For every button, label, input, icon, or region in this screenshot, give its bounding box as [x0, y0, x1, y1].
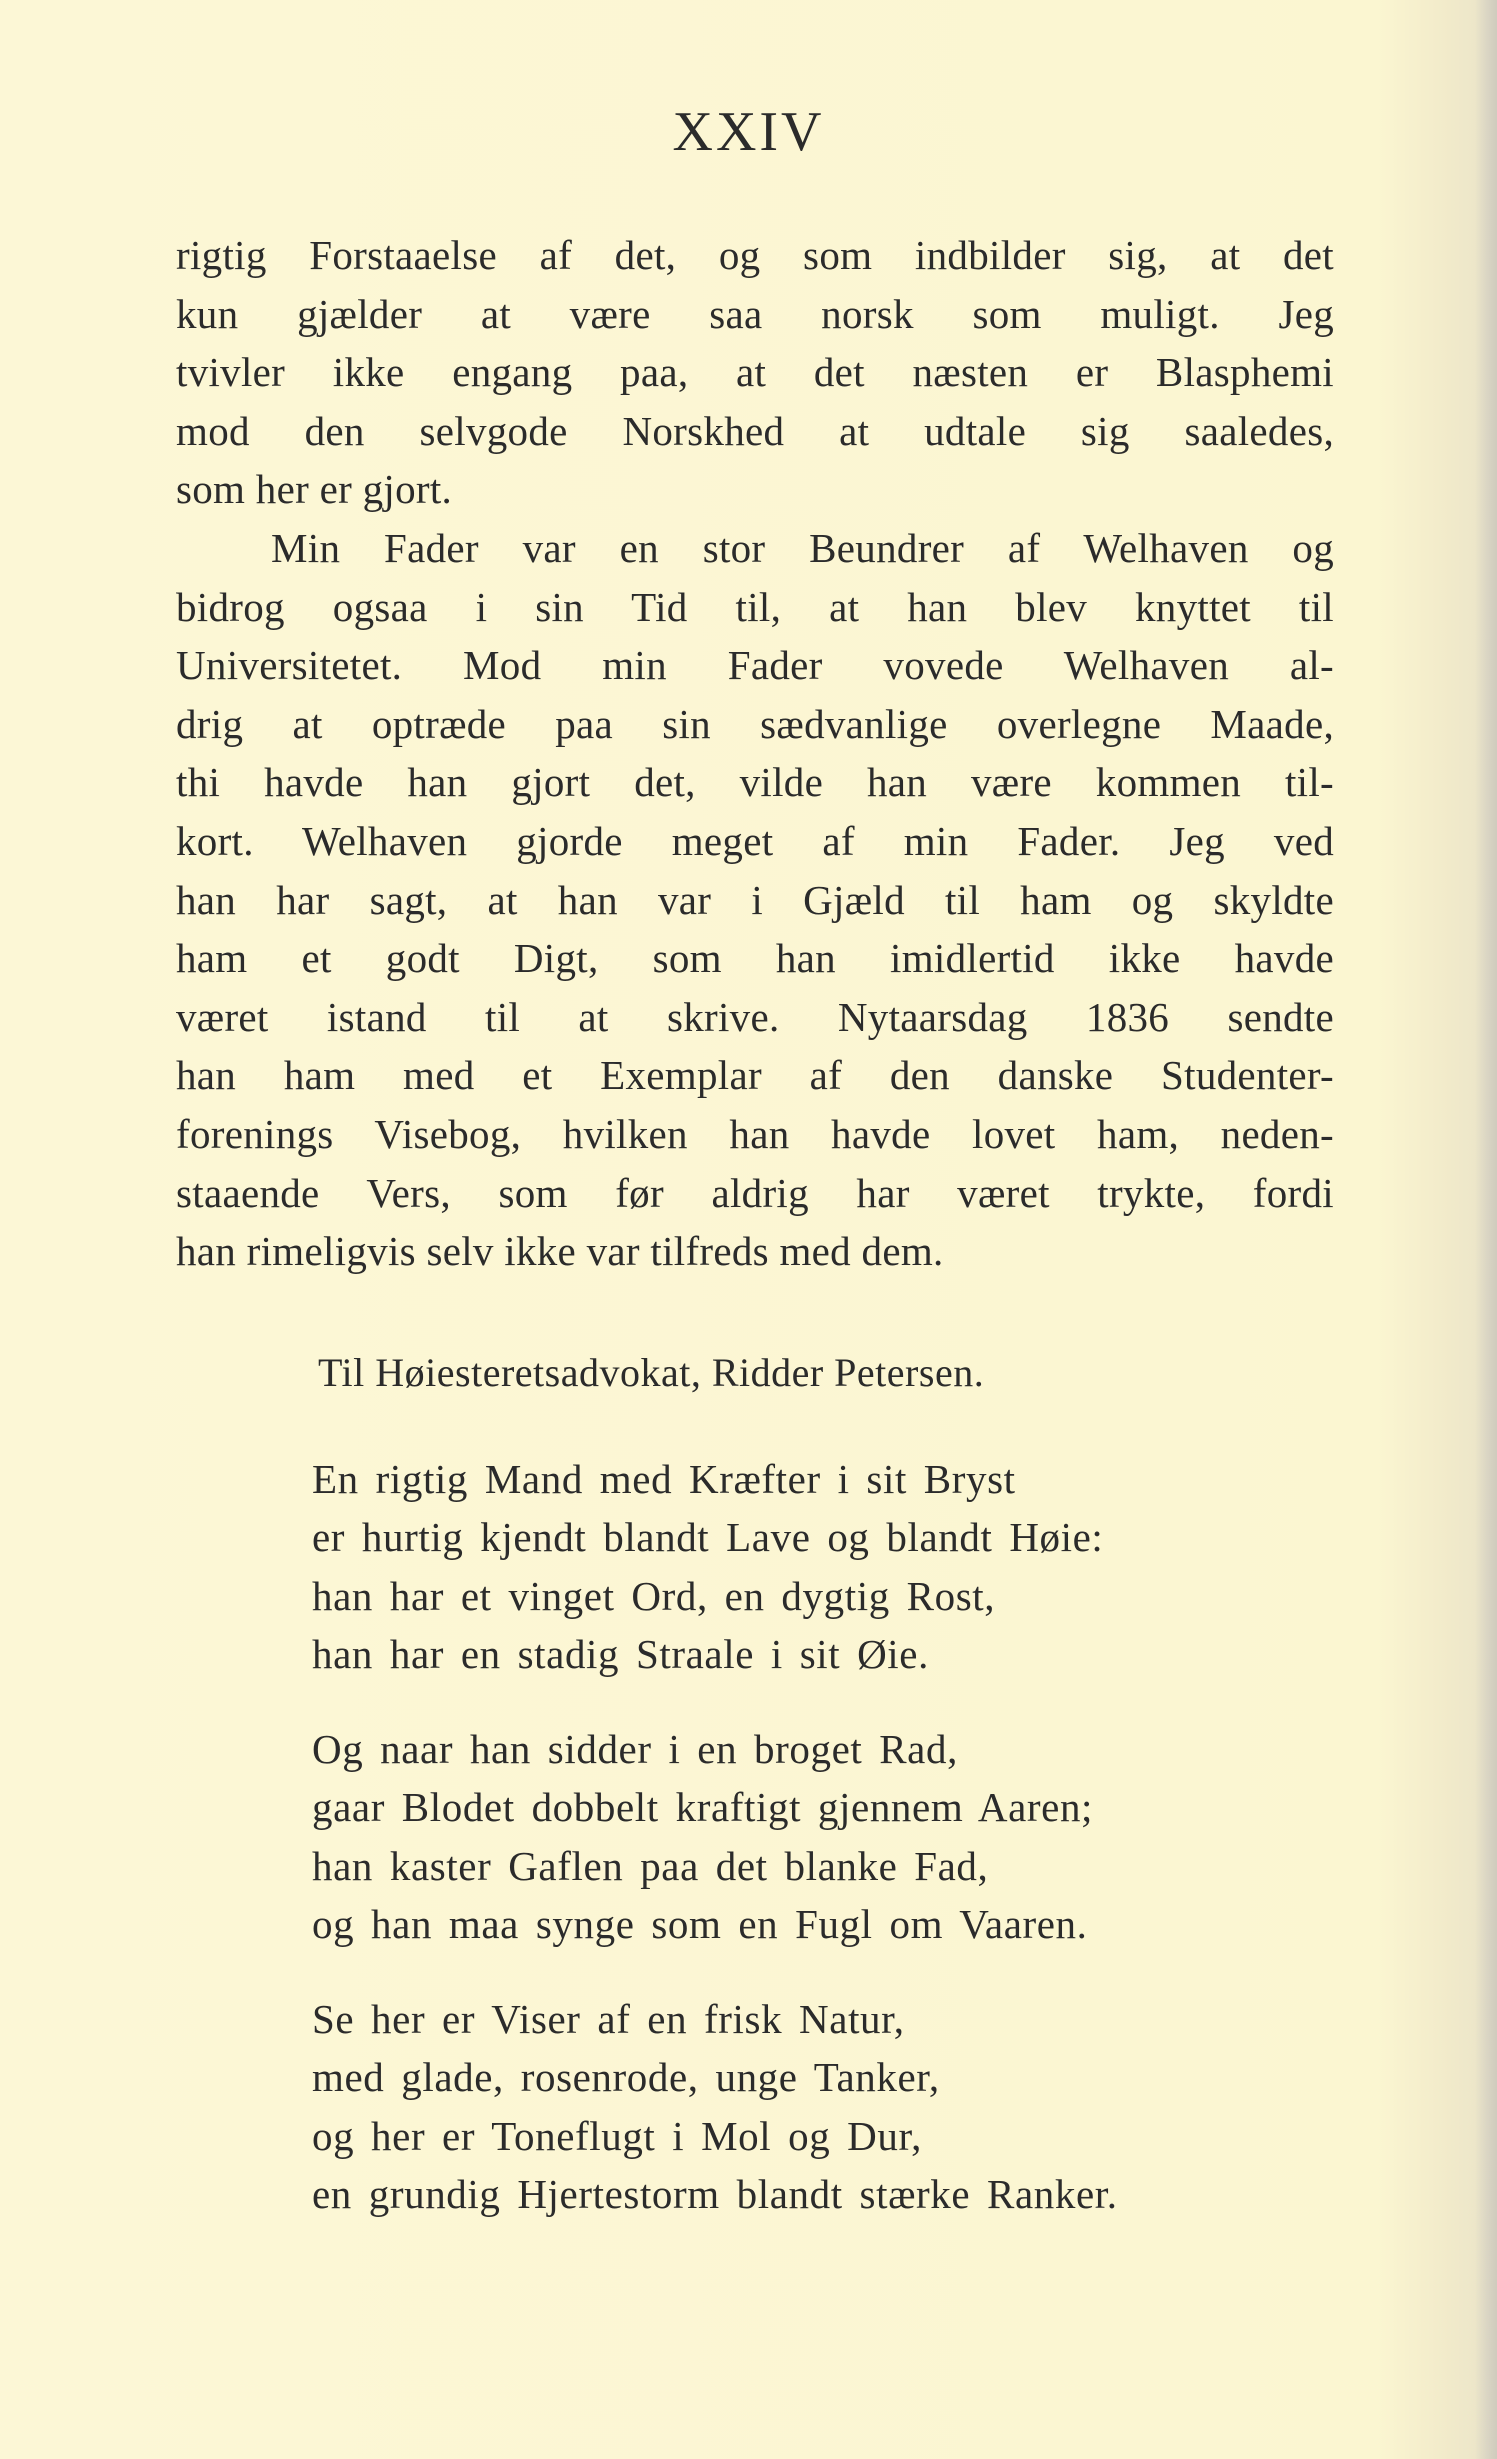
prose-line: forenings Visebog, hvilken han havde lovet ham, neden-	[176, 1110, 1334, 1157]
prose-line: han rimeligvis selv ikke var tilfreds med dem.	[176, 1228, 944, 1275]
page-edge-shadow	[1475, 0, 1497, 2459]
poem-line: en grundig Hjertestorm blandt stærke Ranker.	[312, 2170, 1118, 2217]
poem-line: han kaster Gaflen paa det blanke Fad,	[312, 1842, 989, 1889]
poem-title: Til Høiesteretsadvokat, Ridder Petersen.	[318, 1350, 985, 1395]
prose-line: Universitetet. Mod min Fader vovede Welhaven al-	[176, 642, 1334, 689]
poem-line: En rigtig Mand med Kræfter i sit Bryst	[312, 1456, 1016, 1502]
prose-paragraphs	[176, 226, 1334, 1281]
poem-line: Og naar han sidder i en broget Rad,	[312, 1726, 958, 1772]
prose-line: kort. Welhaven gjorde meget af min Fader. Jeg ved	[176, 817, 1334, 864]
prose-line: rigtig Forstaaelse af det, og som indbilder sig, at det	[176, 232, 1334, 278]
poem-line: og her er Toneflugt i Mol og Dur,	[312, 2112, 922, 2159]
prose-line: staaende Vers, som før aldrig har været trykte, fordi	[176, 1169, 1334, 1216]
poem-line: er hurtig kjendt blandt Lave og blandt Høie:	[312, 1514, 1104, 1561]
prose-line: mod den selvgode Norskhed at udtale sig saaledes,	[176, 407, 1334, 454]
prose-line: drig at optræde paa sin sædvanlige overlegne Maade,	[176, 700, 1334, 747]
poem-line: han har et vinget Ord, en dygtig Rost,	[312, 1572, 996, 1619]
poem-line: og han maa synge som en Fugl om Vaaren.	[312, 1900, 1088, 1947]
poem-stanza	[312, 1720, 1312, 1953]
prose-line: bidrog ogsaa i sin Tid til, at han blev knyttet til	[176, 583, 1334, 630]
poem-line: han har en stadig Straale i sit Øie.	[312, 1630, 929, 1677]
prose-line: været istand til at skrive. Nytaarsdag 1836 sendte	[176, 993, 1334, 1040]
prose-line: kun gjælder at være saa norsk som muligt. Jeg	[176, 290, 1334, 337]
poem-stanza	[312, 1450, 1312, 1683]
prose-line: ham et godt Digt, som han imidlertid ikke havde	[176, 935, 1334, 982]
poem-stanza	[312, 1990, 1312, 2223]
page-number: XXIV	[672, 101, 825, 163]
prose-line: han har sagt, at han var i Gjæld til ham og skyldte	[176, 876, 1334, 923]
poem-line: gaar Blodet dobbelt kraftigt gjennem Aaren;	[312, 1784, 1094, 1831]
poem-line: Se her er Viser af en frisk Natur,	[312, 1996, 905, 2042]
prose-line: som her er gjort.	[176, 466, 453, 513]
prose-line: han ham med et Exemplar af den danske Studenter-	[176, 1052, 1334, 1099]
prose-line: thi havde han gjort det, vilde han være kommen til-	[176, 759, 1334, 806]
prose-line: Min Fader var en stor Beundrer af Welhaven og	[271, 524, 1334, 571]
poem-line: med glade, rosenrode, unge Tanker,	[312, 2054, 940, 2101]
prose-line: tvivler ikke engang paa, at det næsten er Blasphemi	[176, 349, 1334, 396]
